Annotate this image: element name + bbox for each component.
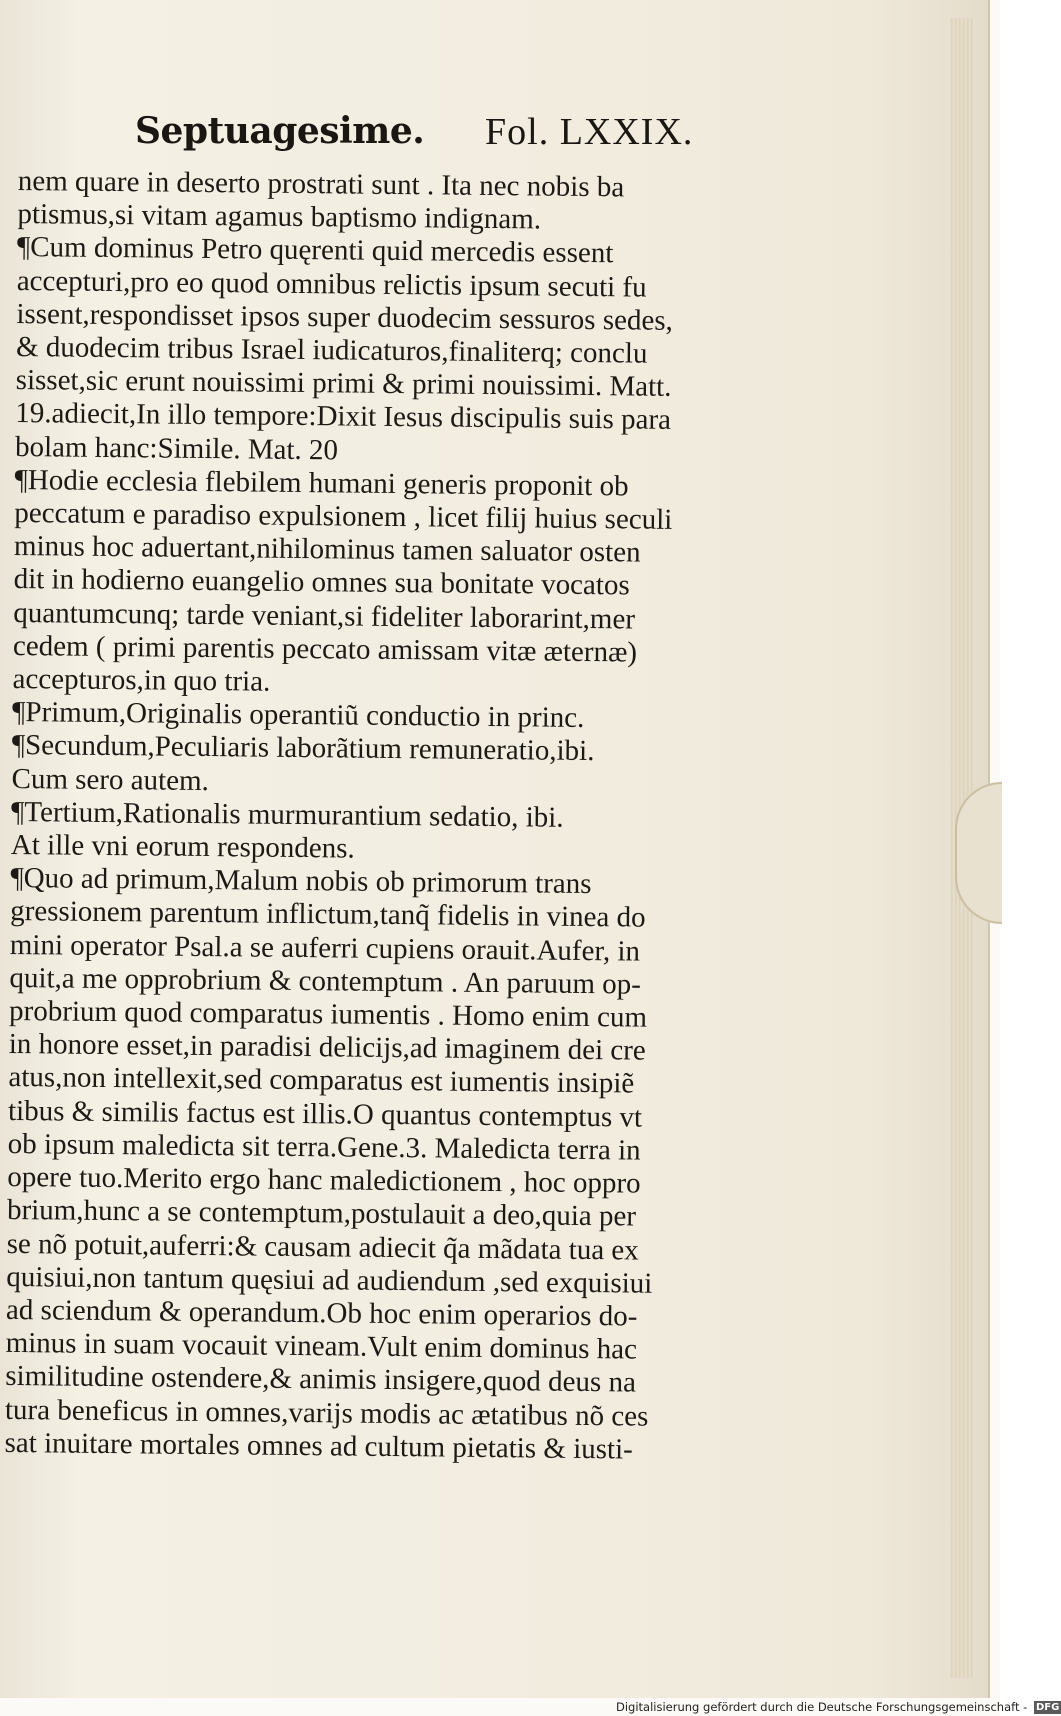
footer-credit [616,1698,1060,1716]
text-line: probrium quod comparatus iumentis . Homo enim cum [8,995,648,1034]
text-line: dit in hodierno euangelio omnes sua bonitate vocatos [13,563,630,602]
running-head-title: Septuagesime. [135,110,425,152]
page-tab [955,782,1002,924]
text-line: sat inuitare mortales omnes ad cultum pietatis & iusti- [4,1426,633,1466]
text-line: similitudine ostendere,& animis insigere,quod deus na [5,1360,637,1399]
dfg-logo: DFG [1035,1702,1060,1713]
running-head [135,110,735,170]
text-line: ¶Primum,Originalis operantiũ conductio in princ. [12,696,585,735]
text-line: peccatum e paradiso expulsionem , licet filij huius seculi [14,497,673,536]
text-line: opere tuo.Merito ergo hanc maledictionem , hoc oppro [7,1161,641,1200]
text-line: quantumcunq; tarde veniant,si fideliter laborarint,mer [13,596,636,636]
text-line: quit,a me opprobrium & contemptum . An paruum op- [9,961,642,1001]
text-line: issent,respondisset ipsos super duodecim sessuros sedes, [16,297,674,337]
text-block [4,165,748,1467]
text-line: minus in suam vocauit vineam.Vult enim dominus hac [5,1327,638,1366]
text-line: se nõ potuit,auferri:& causam adiecit q̃a mãdata tua ex [6,1227,639,1267]
text-line: ptismus,si vitam agamus baptismo indignam. [17,198,542,236]
text-line: bolam hanc:Simile. Mat. 20 [14,430,339,466]
text-line: ad sciendum & operandum.Ob hoc enim operarios do- [5,1293,638,1333]
footer-separator: - [1023,1700,1028,1714]
text-line: gressionem parentum inflictum,tanq̃ fidelis in vinea do [10,895,646,935]
text-line: mini operator Psal.a se auferri cupiens orauit.Aufer, in [9,928,641,968]
text-line: ¶Secundum,Peculiaris laborãtium remuneratio,ibi. [11,729,595,768]
text-line: sisset,sic erunt nouissimi primi & primi nouissimi. Matt. [15,364,672,404]
text-line: Cum sero autem. [11,762,210,797]
text-line: minus hoc aduertant,nihilominus tamen saluator osten [13,530,641,569]
text-line: 19.adiecit,In illo tempore:Dixit Iesus discipulis suis para [15,397,672,437]
text-line: ¶Quo ad primum,Malum nobis ob primorum trans [10,862,592,901]
folio-number: Fol. LXXIX. [485,111,694,153]
footer-text: Digitalisierung gefördert durch die Deutsche Forschungsgemeinschaft [616,1700,1020,1714]
text-line: brium,hunc a se contemptum,postulauit a deo,quia per [6,1194,637,1233]
text-line: accepturos,in quo tria. [12,663,271,698]
text-line: quisiui,non tantum quęsiui ad audiendum ,sed exquisiui [6,1260,653,1300]
text-line: atus,non intellexit,sed comparatus est iumentis insipiẽ [8,1061,635,1100]
text-line: accepturi,pro eo quod omnibus relictis ipsum secuti fu [16,264,647,304]
text-line: ¶Cum dominus Petro quęrenti quid mercedis essent [16,231,614,270]
text-line: & duodecim tribus Israel iudicaturos,finaliterq; conclu [15,331,648,370]
text-line: ¶Hodie ecclesia flebilem humani generis proponit ob [14,463,629,503]
text-line: At ille vni eorum respondens. [10,829,355,865]
text-line: tibus & similis factus est illis.O quantus contemptus vt [7,1094,643,1134]
text-line: nem quare in deserto prostrati sunt . Ita nec nobis ba [17,165,625,204]
text-line: in honore esset,in paradisi delicijs,ad imaginem dei cre [8,1028,646,1067]
text-line: ob ipsum maledicta sit terra.Gene.3. Maledicta terra in [7,1127,641,1167]
text-line: cedem ( primi parentis peccato amissam vitæ æternæ) [12,629,638,669]
text-line: tura beneficus in omnes,varijs modis ac ætatibus nõ ces [4,1393,649,1433]
text-line: ¶Tertium,Rationalis murmurantium sedatio, ibi. [11,795,564,834]
